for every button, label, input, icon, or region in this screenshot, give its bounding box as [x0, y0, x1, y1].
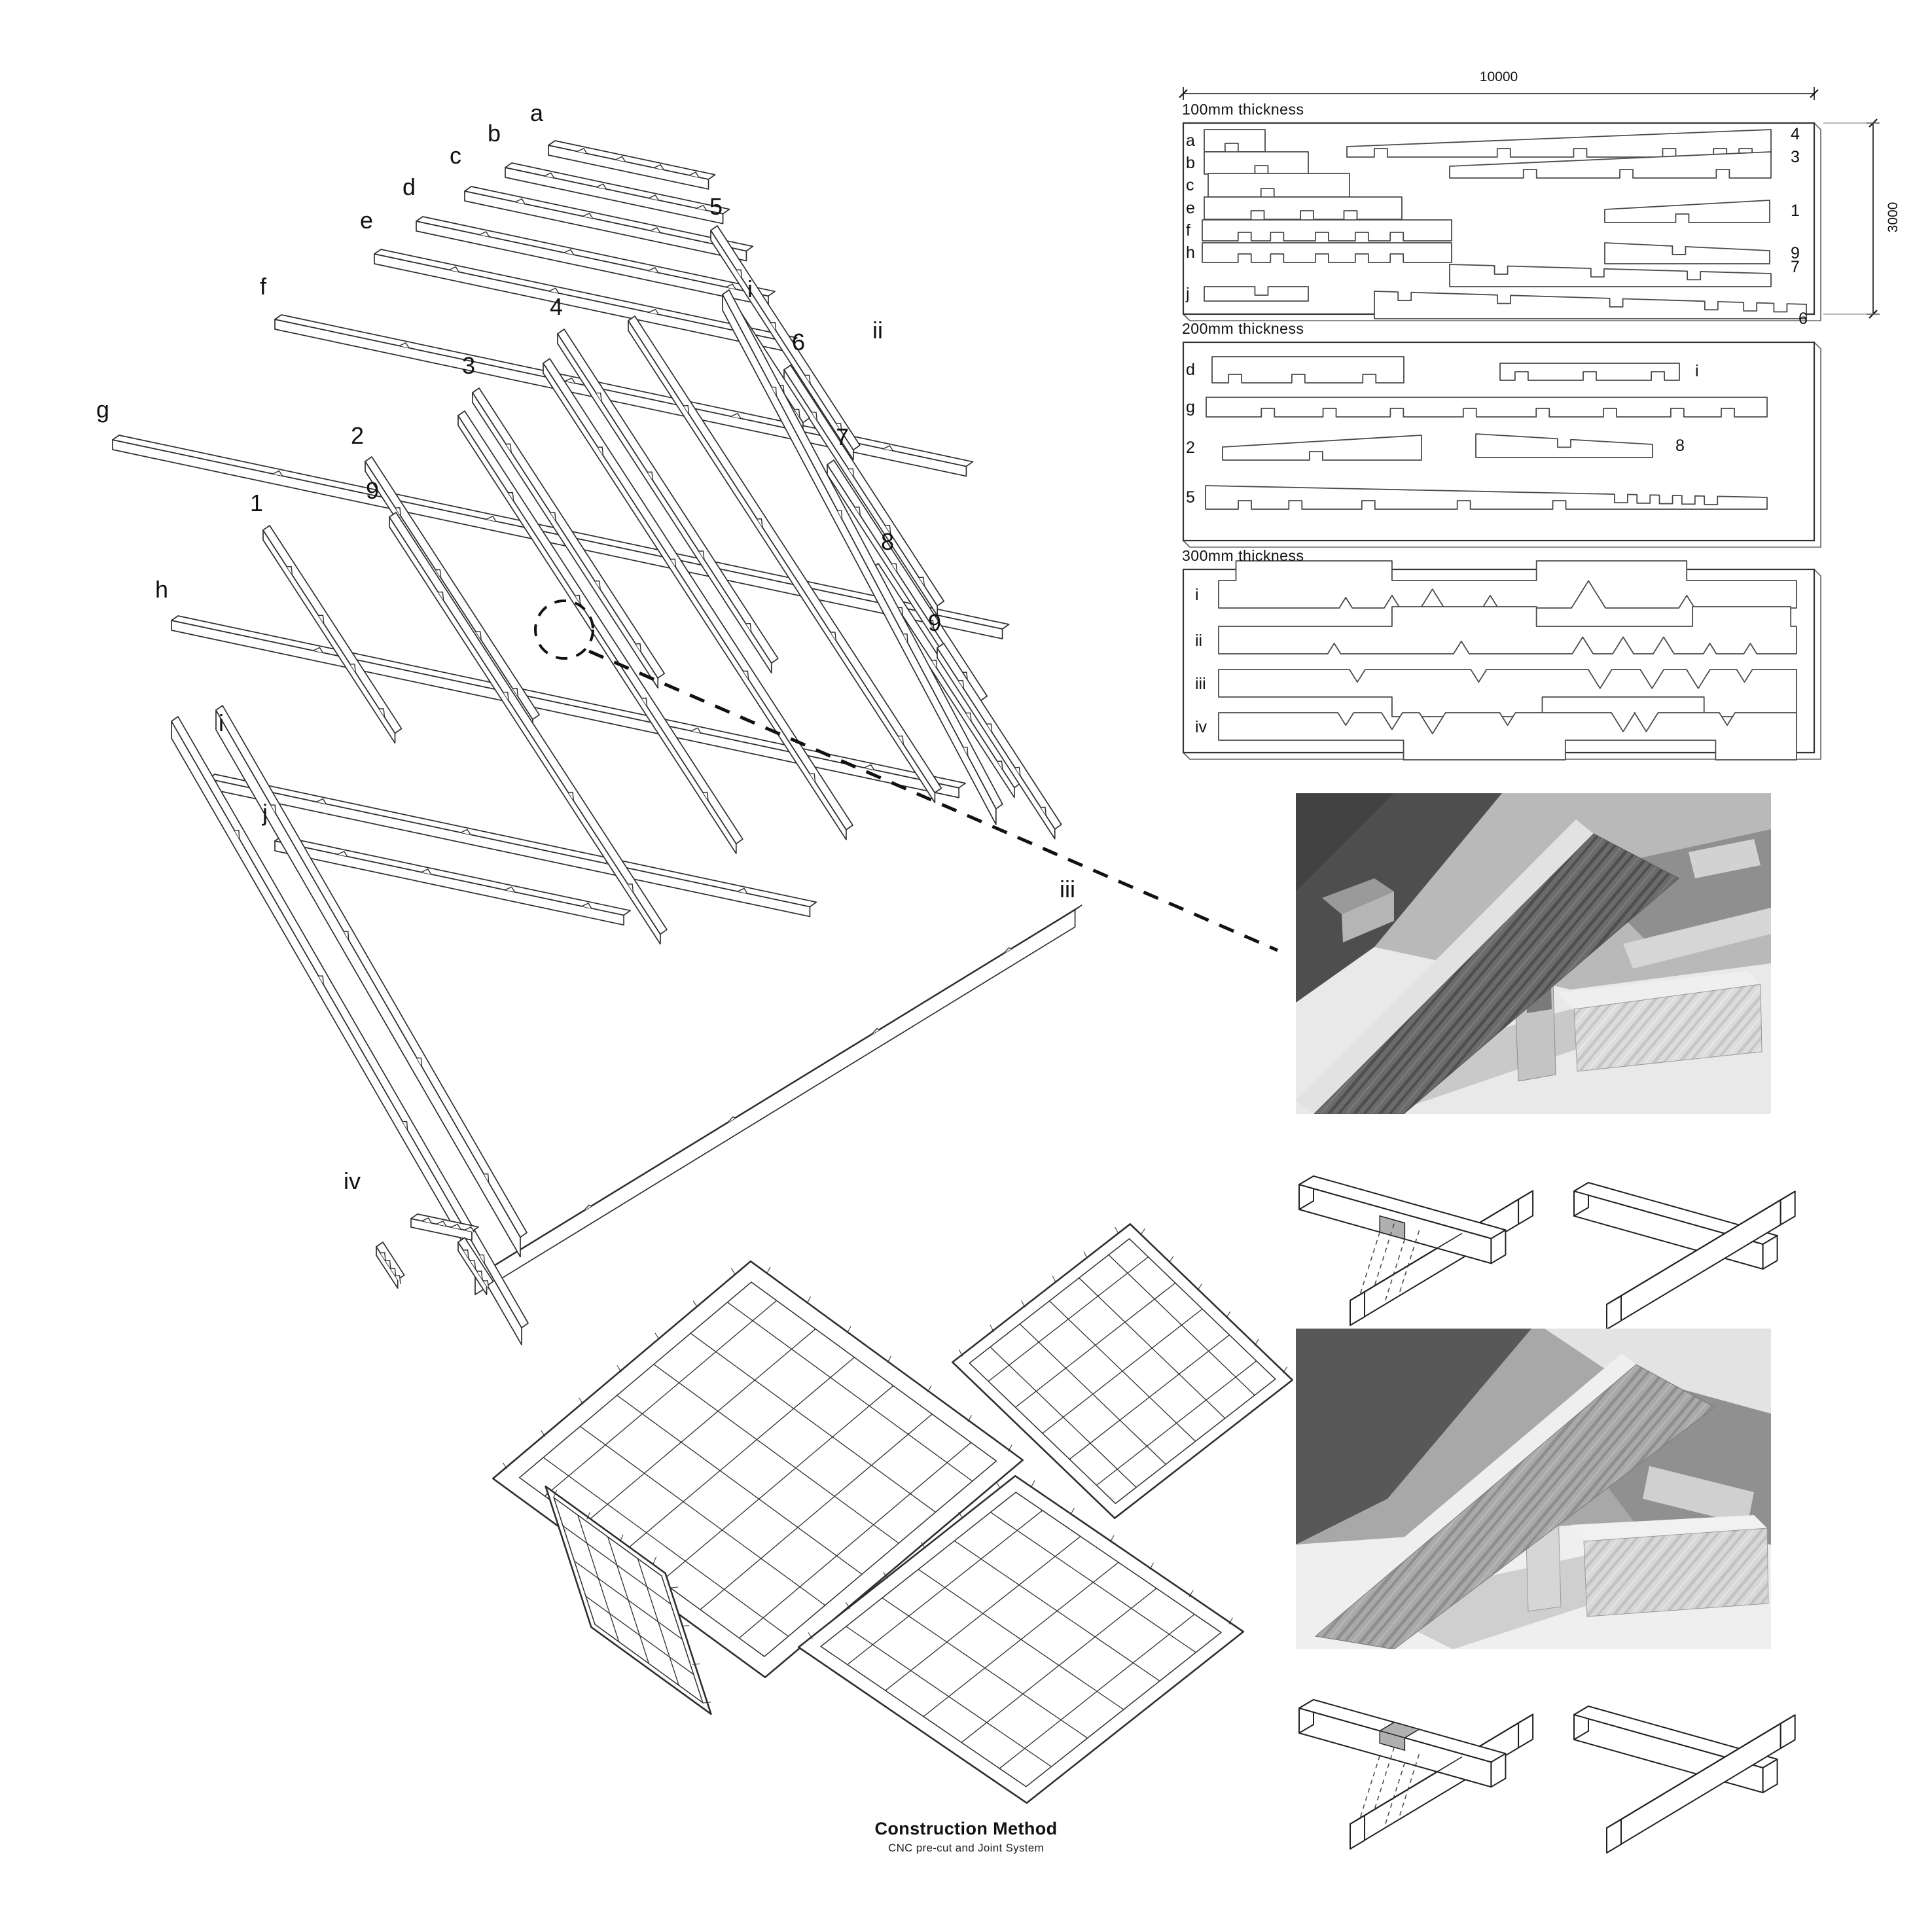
- joint-diagram-pair-2: [1299, 1700, 1795, 1853]
- joint-diagram-exploded: [1299, 1176, 1533, 1325]
- piece-label-3: 3: [1791, 148, 1800, 166]
- joint-photo-2: [1296, 1329, 1771, 1649]
- axon-label-h: h: [155, 576, 169, 603]
- axon-label-6: 6: [792, 329, 806, 355]
- caption-subtitle: CNC pre-cut and Joint System: [888, 1842, 1044, 1854]
- piece-label-9: 9: [1791, 244, 1800, 262]
- axon-label-9: 9: [928, 609, 942, 636]
- axon-label-b: b: [488, 120, 501, 147]
- panel-title-300mm: 300mm thickness: [1182, 547, 1304, 564]
- axon-label-d: d: [402, 173, 416, 200]
- axon-label-i: i: [219, 709, 224, 736]
- piece-label-2: 2: [1186, 438, 1195, 457]
- axon-label-7: 7: [836, 423, 850, 450]
- joint-diagram-assembled: [1574, 1706, 1795, 1853]
- piece-label-e: e: [1186, 199, 1195, 217]
- piece-label-1: 1: [1791, 202, 1800, 220]
- joint-diagram-exploded: [1299, 1700, 1533, 1849]
- caption-title: Construction Method: [874, 1819, 1058, 1838]
- piece-label-iii: iii: [1195, 675, 1206, 693]
- piece-label-h: h: [1186, 243, 1195, 262]
- piece-label-f: f: [1186, 221, 1190, 240]
- dimension-width-label: 10000: [1479, 69, 1518, 84]
- axon-label-g: g: [96, 396, 110, 423]
- axon-label-4: 4: [550, 293, 564, 320]
- axon-label-ii: ii: [872, 317, 883, 344]
- piece-label-c: c: [1186, 176, 1194, 194]
- axon-label-5: 5: [709, 193, 723, 220]
- piece-label-iv: iv: [1195, 718, 1208, 736]
- axon-label-1: 1: [250, 490, 264, 516]
- piece-label-8: 8: [1675, 437, 1685, 455]
- joint-diagram-pair-1: [1299, 1176, 1795, 1329]
- piece-label-6: 6: [1798, 310, 1808, 328]
- piece-label-b: b: [1186, 154, 1195, 172]
- axon-label-iv: iv: [344, 1168, 361, 1194]
- piece-label-ii: ii: [1195, 632, 1203, 650]
- axon-label-f: f: [260, 273, 267, 300]
- piece-label-g: g: [1186, 398, 1195, 416]
- panel-title-100mm: 100mm thickness: [1182, 101, 1304, 118]
- piece-label-7: 7: [1791, 258, 1800, 276]
- piece-label-i: i: [1695, 362, 1699, 380]
- axon-label-9: 9: [366, 477, 380, 504]
- axon-label-e: e: [360, 207, 374, 234]
- axon-label-8: 8: [881, 528, 895, 555]
- axon-label-a: a: [530, 99, 544, 126]
- piece-label-a: a: [1186, 132, 1195, 150]
- axon-label-3: 3: [462, 352, 476, 379]
- dimension-height-label: 3000: [1886, 202, 1901, 233]
- joint-photo-1: [1296, 793, 1771, 1114]
- axon-label-c: c: [450, 142, 461, 169]
- panel-title-200mm: 200mm thickness: [1182, 320, 1304, 337]
- piece-label-d: d: [1186, 361, 1195, 379]
- piece-label-5: 5: [1186, 488, 1195, 507]
- piece-label-j: j: [1186, 285, 1190, 303]
- piece-label-4: 4: [1791, 125, 1800, 143]
- axon-label-2: 2: [351, 422, 365, 449]
- axon-label-iii: iii: [1060, 876, 1075, 903]
- joint-diagram-assembled: [1574, 1183, 1795, 1329]
- piece-label-i: i: [1195, 586, 1199, 604]
- axon-label-i: i: [747, 276, 753, 302]
- axon-label-j: j: [262, 799, 268, 826]
